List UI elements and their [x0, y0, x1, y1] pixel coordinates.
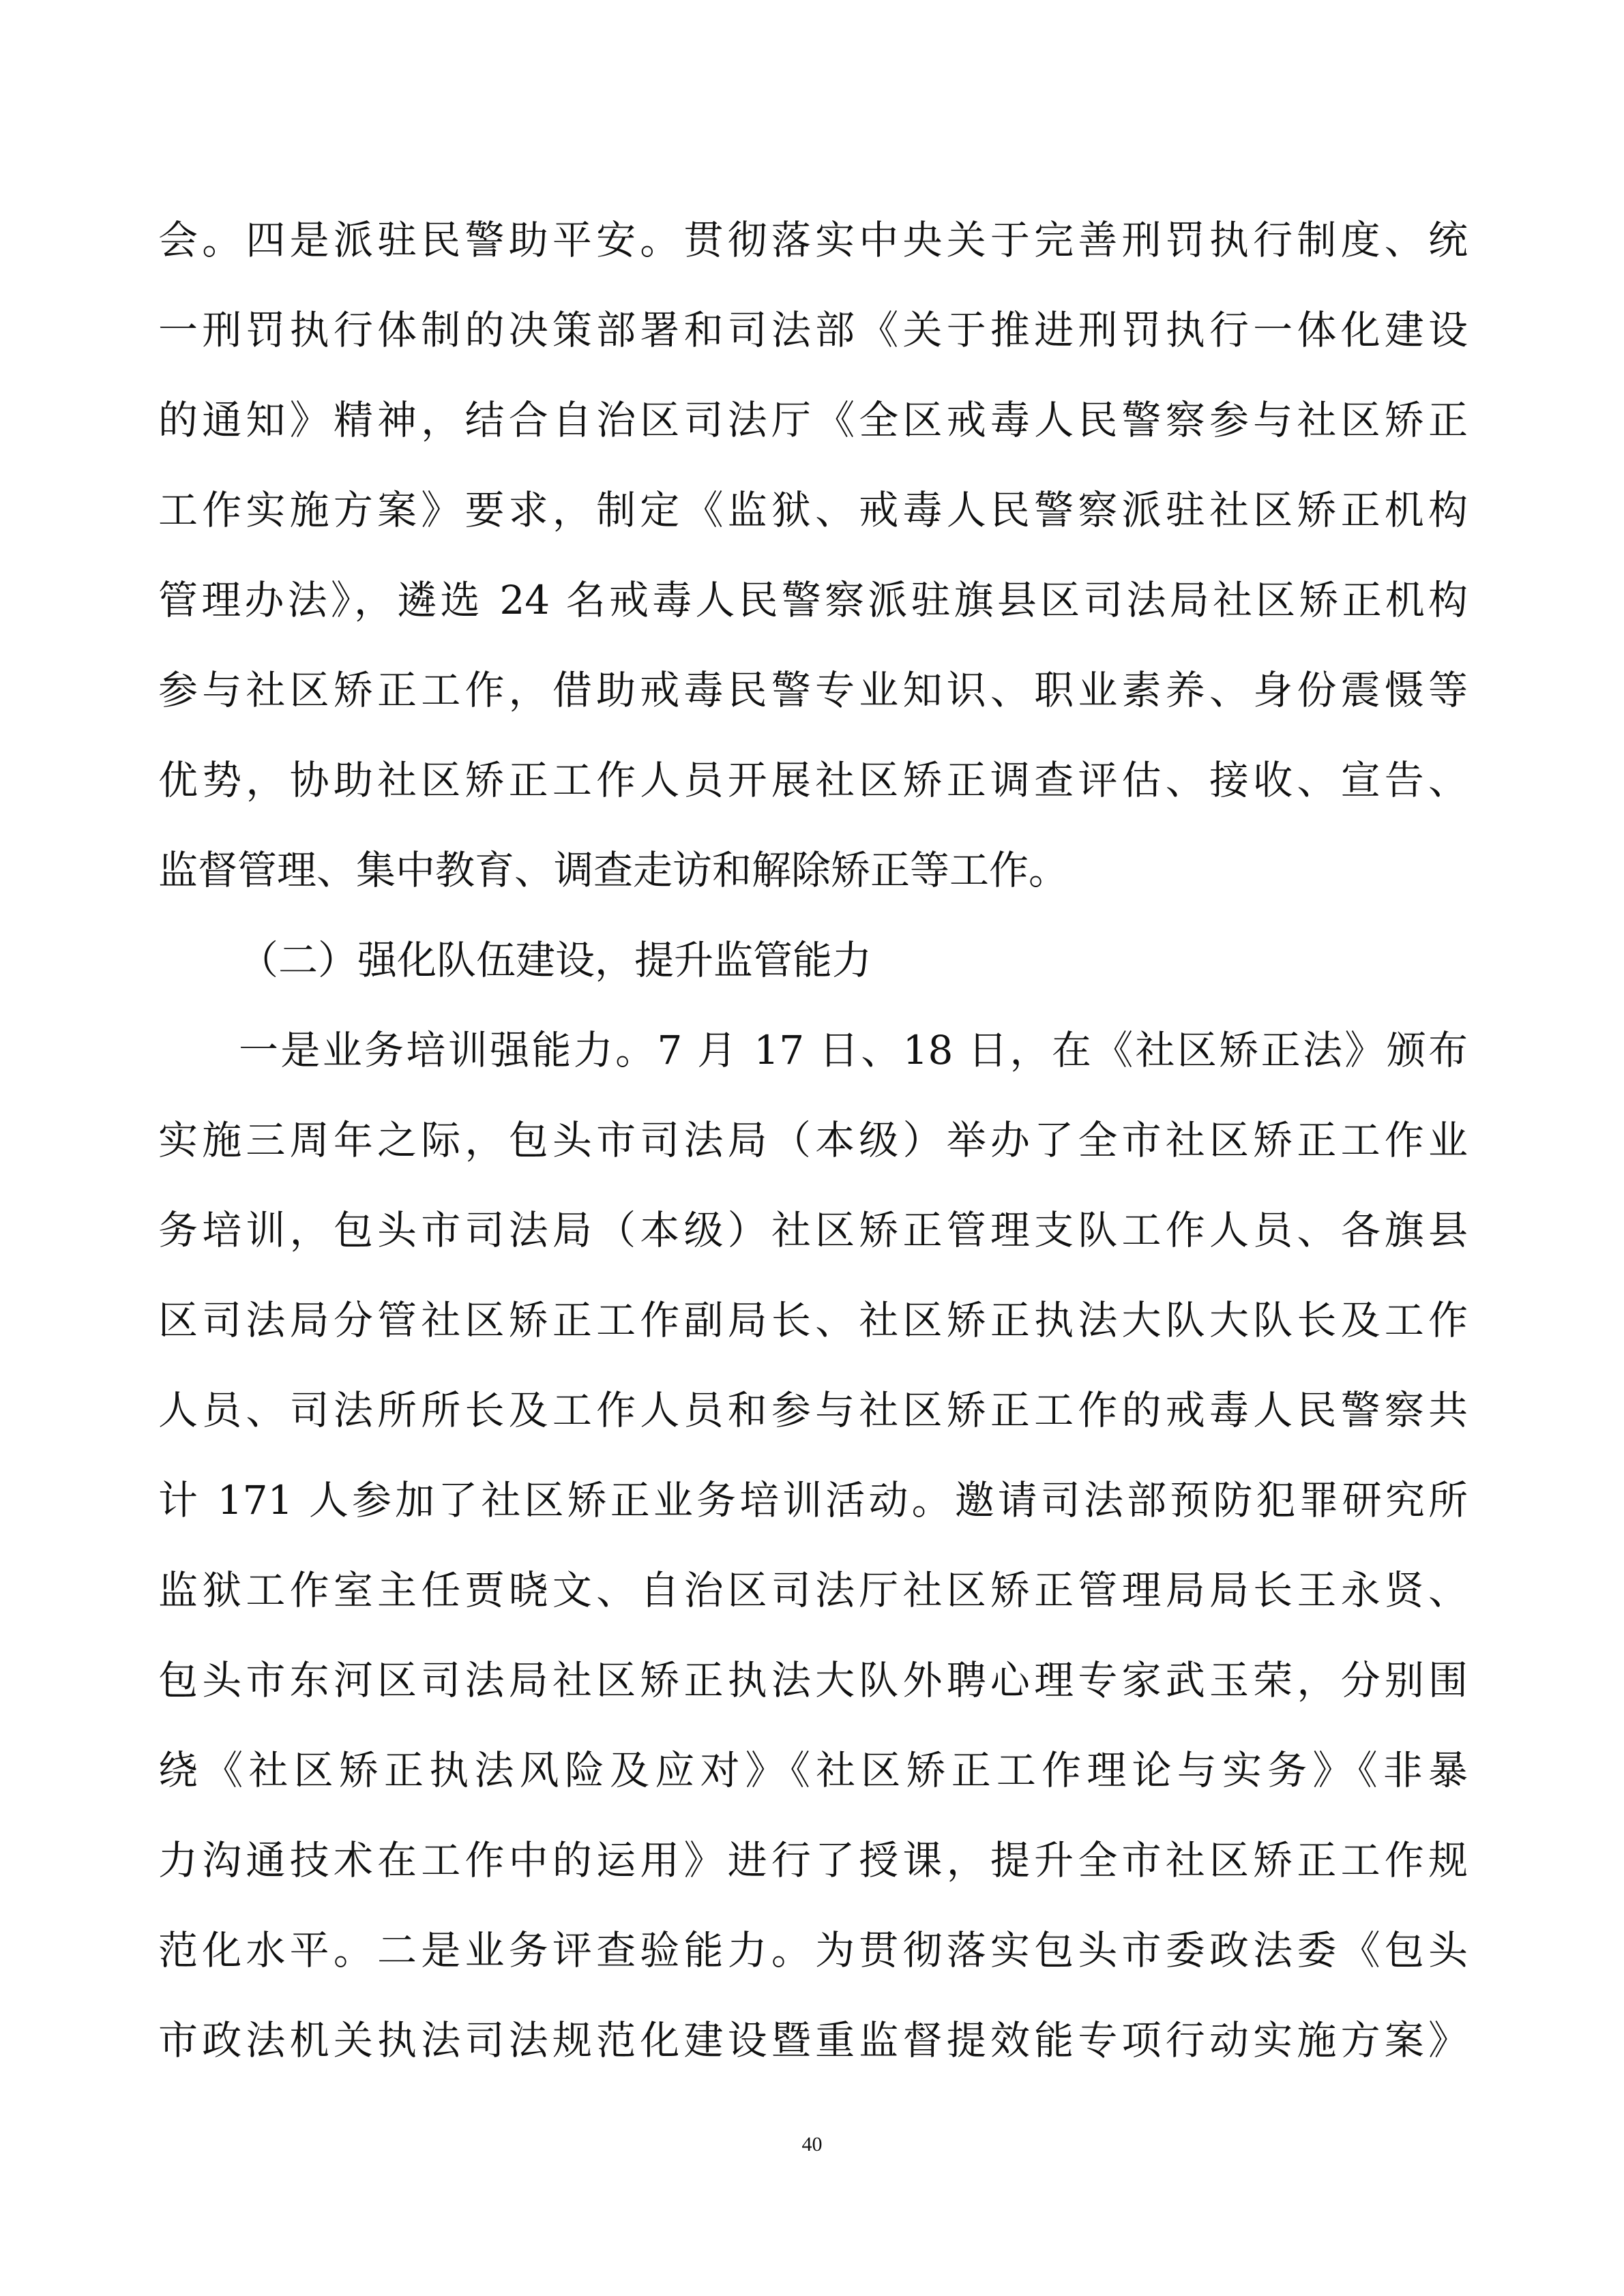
- paragraph-1-line-5: 管理办法》，遴选 24 名戒毒人民警察派驻旗县区司法局社区矫正机构: [158, 577, 1468, 623]
- paragraph-1-line-7: 优势，协助社区矫正工作人员开展社区矫正调查评估、接收、宣告、: [158, 757, 1468, 803]
- section-heading: （二）强化队伍建设，提升监管能力: [239, 937, 872, 983]
- paragraph-2-line-1: 一是业务培训强能力。7 月 17 日、18 日，在《社区矫正法》颁布: [239, 1027, 1468, 1073]
- paragraph-1-line-3: 的通知》精神，结合自治区司法厅《全区戒毒人民警察参与社区矫正: [158, 397, 1468, 443]
- paragraph-1-line-8: 监督管理、集中教育、调查走访和解除矫正等工作。: [158, 847, 1069, 893]
- paragraph-2-line-2: 实施三周年之际，包头市司法局（本级）举办了全市社区矫正工作业: [158, 1117, 1468, 1163]
- paragraph-2-line-11: 范化水平。二是业务评查验能力。为贯彻落实包头市委政法委《包头: [158, 1927, 1468, 1973]
- paragraph-2-line-6: 计 171 人参加了社区矫正业务培训活动。邀请司法部预防犯罪研究所: [158, 1477, 1468, 1523]
- paragraph-2-line-5: 人员、司法所所长及工作人员和参与社区矫正工作的戒毒人民警察共: [158, 1387, 1468, 1433]
- paragraph-2-line-3: 务培训，包头市司法局（本级）社区矫正管理支队工作人员、各旗县: [158, 1207, 1468, 1253]
- paragraph-2-line-12: 市政法机关执法司法规范化建设暨重监督提效能专项行动实施方案》: [158, 2017, 1468, 2063]
- paragraph-2-line-7: 监狱工作室主任贾晓文、自治区司法厅社区矫正管理局局长王永贤、: [158, 1567, 1468, 1613]
- paragraph-2-line-9: 绕《社区矫正执法风险及应对》《社区矫正工作理论与实务》《非暴: [158, 1747, 1468, 1793]
- paragraph-1-line-6: 参与社区矫正工作，借助戒毒民警专业知识、职业素养、身份震慑等: [158, 667, 1468, 713]
- paragraph-2-line-10: 力沟通技术在工作中的运用》进行了授课，提升全市社区矫正工作规: [158, 1837, 1468, 1883]
- page-number: 40: [801, 2133, 823, 2156]
- paragraph-2-line-4: 区司法局分管社区矫正工作副局长、社区矫正执法大队大队长及工作: [158, 1297, 1468, 1343]
- paragraph-2-line-8: 包头市东河区司法局社区矫正执法大队外聘心理专家武玉荣，分别围: [158, 1657, 1468, 1703]
- paragraph-1-line-2: 一刑罚执行体制的决策部署和司法部《关于推进刑罚执行一体化建设: [158, 307, 1468, 353]
- paragraph-1-line-4: 工作实施方案》要求，制定《监狱、戒毒人民警察派驻社区矫正机构: [158, 487, 1468, 533]
- paragraph-1-line-1: 会。四是派驻民警助平安。贯彻落实中央关于完善刑罚执行制度、统: [158, 217, 1468, 263]
